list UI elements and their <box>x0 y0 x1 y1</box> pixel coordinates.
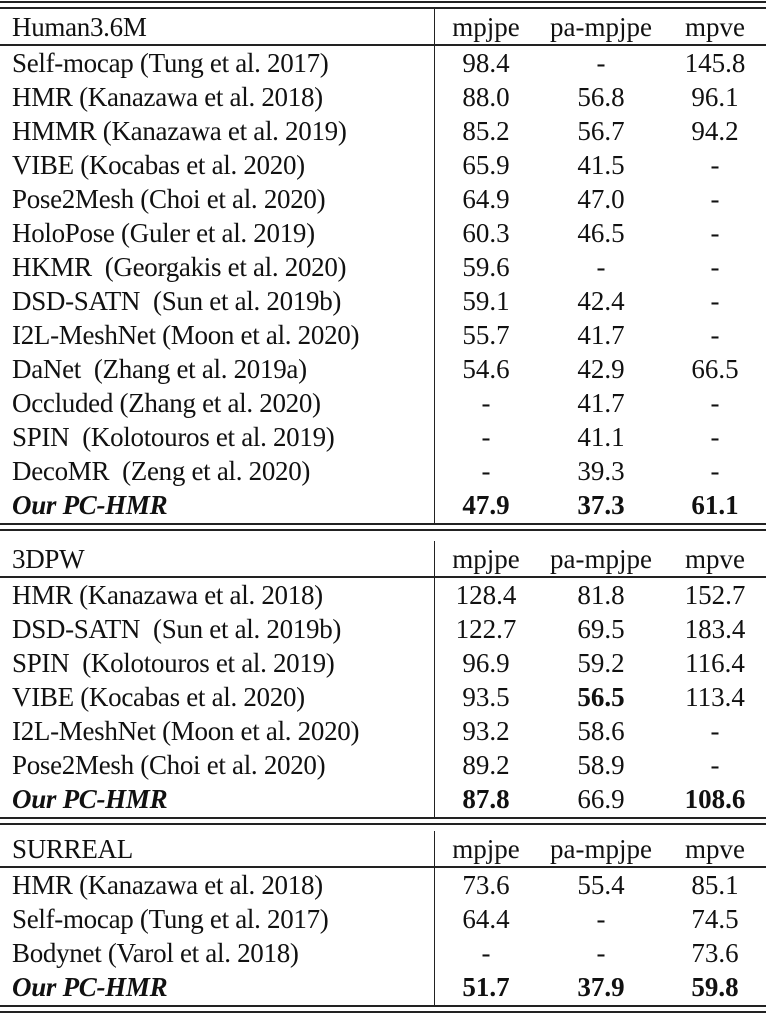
method-name: HMR (Kanazawa et al. 2018) <box>12 82 323 112</box>
column-separator <box>434 9 435 524</box>
section-header-row <box>0 10 766 44</box>
header-rule <box>0 576 766 578</box>
method-name: SPIN (Kolotouros et al. 2019) <box>12 422 335 452</box>
col-mpjpe-value: 128.4 <box>455 580 517 610</box>
col-mpve-value: 145.8 <box>684 48 746 78</box>
col-mpve-value: 116.4 <box>685 648 745 678</box>
section-rule <box>0 523 766 525</box>
table-row <box>0 748 766 782</box>
table-row <box>0 714 766 748</box>
method-name: Our PC-HMR <box>12 784 168 814</box>
col-pa-mpjpe-value: 58.6 <box>577 716 625 746</box>
section-rule <box>0 817 766 819</box>
col-mpve-value: 66.5 <box>691 354 739 384</box>
section-rule-inner <box>0 823 766 825</box>
table-row <box>0 612 766 646</box>
col-mpjpe-value: 122.7 <box>455 614 517 644</box>
method-name: VIBE (Kocabas et al. 2020) <box>12 682 305 712</box>
col-mpjpe-value: 64.4 <box>462 904 510 934</box>
col-mpve-value: - <box>710 286 720 316</box>
table-row <box>0 454 766 488</box>
col-mpve-value: 85.1 <box>691 870 739 900</box>
table-row <box>0 578 766 612</box>
col-mpve-value: 183.4 <box>684 614 746 644</box>
method-name: I2L-MeshNet (Moon et al. 2020) <box>12 320 360 350</box>
col-pa-mpjpe-value: 37.9 <box>577 972 625 1002</box>
table-row <box>0 868 766 902</box>
col-mpve-value: - <box>710 388 720 418</box>
col-mpjpe-value: 88.0 <box>462 82 510 112</box>
method-name: DSD-SATN (Sun et al. 2019b) <box>12 286 342 316</box>
col-mpjpe-value: 96.9 <box>462 648 510 678</box>
table-row-ours <box>0 782 766 816</box>
col-mpve-value: - <box>710 320 720 350</box>
table-row <box>0 352 766 386</box>
table-row <box>0 936 766 970</box>
col-pa-mpjpe-value: 47.0 <box>577 184 625 214</box>
col-pa-mpjpe-header: pa-mpjpe <box>550 12 652 42</box>
method-name: Our PC-HMR <box>12 972 168 1002</box>
table-row <box>0 216 766 250</box>
method-name: Bodynet (Varol et al. 2018) <box>12 938 299 968</box>
col-pa-mpjpe-header: pa-mpjpe <box>550 544 652 574</box>
col-pa-mpjpe-value: 66.9 <box>577 784 625 814</box>
bottom-rule-inner <box>0 1011 766 1013</box>
col-mpjpe-value: 65.9 <box>462 150 510 180</box>
col-mpve-header: mpve <box>685 12 745 42</box>
col-mpve-value: - <box>710 218 720 248</box>
col-mpjpe-value: 60.3 <box>462 218 510 248</box>
method-name: HMMR (Kanazawa et al. 2019) <box>12 116 347 146</box>
section-header-row <box>0 832 766 866</box>
col-pa-mpjpe-value: 58.9 <box>577 750 625 780</box>
col-mpve-value: 73.6 <box>691 938 739 968</box>
method-name: DSD-SATN (Sun et al. 2019b) <box>12 614 342 644</box>
column-separator <box>434 541 435 818</box>
col-mpve-value: 59.8 <box>691 972 739 1002</box>
table-row <box>0 80 766 114</box>
table-row <box>0 148 766 182</box>
table-row <box>0 250 766 284</box>
col-pa-mpjpe-value: 59.2 <box>577 648 625 678</box>
col-mpve-value: - <box>710 422 720 452</box>
col-pa-mpjpe-header: pa-mpjpe <box>550 834 652 864</box>
col-mpve-value: - <box>710 184 720 214</box>
table-row <box>0 182 766 216</box>
col-pa-mpjpe-value: 41.1 <box>577 422 625 452</box>
table-row <box>0 114 766 148</box>
top-rule <box>0 1 766 3</box>
method-name: HKMR (Georgakis et al. 2020) <box>12 252 347 282</box>
method-name: I2L-MeshNet (Moon et al. 2020) <box>12 716 360 746</box>
col-pa-mpjpe-value: 41.7 <box>577 320 625 350</box>
method-name: Our PC-HMR <box>12 490 168 520</box>
col-mpjpe-header: mpjpe <box>452 544 520 574</box>
col-mpve-value: 94.2 <box>691 116 739 146</box>
method-name: Self-mocap (Tung et al. 2017) <box>12 904 329 934</box>
col-mpve-value: 113.4 <box>685 682 745 712</box>
col-mpjpe-value: 47.9 <box>462 490 510 520</box>
col-pa-mpjpe-value: 39.3 <box>577 456 625 486</box>
col-mpjpe-value: 98.4 <box>462 48 510 78</box>
bottom-rule <box>0 1005 766 1007</box>
method-name: HMR (Kanazawa et al. 2018) <box>12 870 323 900</box>
col-mpve-value: - <box>710 750 720 780</box>
col-mpve-header: mpve <box>685 834 745 864</box>
col-mpjpe-value: 93.2 <box>462 716 510 746</box>
col-pa-mpjpe-value: - <box>596 904 606 934</box>
col-mpjpe-value: 85.2 <box>462 116 510 146</box>
dataset-name: 3DPW <box>12 544 85 574</box>
col-mpjpe-value: 59.6 <box>462 252 510 282</box>
col-mpve-value: 74.5 <box>691 904 739 934</box>
col-pa-mpjpe-value: 81.8 <box>577 580 625 610</box>
dataset-name: Human3.6M <box>12 12 147 42</box>
col-pa-mpjpe-value: 41.5 <box>577 150 625 180</box>
col-pa-mpjpe-value: 42.9 <box>577 354 625 384</box>
col-mpve-value: 152.7 <box>684 580 746 610</box>
col-mpjpe-value: 64.9 <box>462 184 510 214</box>
table-row <box>0 902 766 936</box>
col-mpjpe-value: 59.1 <box>462 286 510 316</box>
section-rule-inner <box>0 529 766 531</box>
col-pa-mpjpe-value: - <box>596 48 606 78</box>
col-pa-mpjpe-value: - <box>596 938 606 968</box>
col-mpjpe-value: 87.8 <box>462 784 510 814</box>
col-pa-mpjpe-value: 69.5 <box>577 614 625 644</box>
col-mpjpe-value: - <box>481 938 491 968</box>
col-pa-mpjpe-value: 55.4 <box>577 870 625 900</box>
col-mpve-value: - <box>710 252 720 282</box>
table-row <box>0 386 766 420</box>
method-name: HMR (Kanazawa et al. 2018) <box>12 580 323 610</box>
col-mpjpe-header: mpjpe <box>452 12 520 42</box>
col-mpve-value: 108.6 <box>684 784 746 814</box>
method-name: Pose2Mesh (Choi et al. 2020) <box>12 750 326 780</box>
col-mpjpe-value: 93.5 <box>462 682 510 712</box>
col-pa-mpjpe-value: 56.5 <box>577 682 625 712</box>
col-pa-mpjpe-value: 56.8 <box>577 82 625 112</box>
col-pa-mpjpe-value: 42.4 <box>577 286 625 316</box>
method-name: HoloPose (Guler et al. 2019) <box>12 218 315 248</box>
method-name: VIBE (Kocabas et al. 2020) <box>12 150 305 180</box>
method-name: Occluded (Zhang et al. 2020) <box>12 388 321 418</box>
method-name: DecoMR (Zeng et al. 2020) <box>12 456 311 486</box>
col-mpve-value: 96.1 <box>691 82 739 112</box>
col-mpjpe-value: 89.2 <box>462 750 510 780</box>
table-row <box>0 646 766 680</box>
col-mpjpe-value: - <box>481 422 491 452</box>
col-pa-mpjpe-value: 46.5 <box>577 218 625 248</box>
col-mpve-value: - <box>710 150 720 180</box>
col-mpjpe-value: 51.7 <box>462 972 510 1002</box>
col-pa-mpjpe-value: - <box>596 252 606 282</box>
header-rule <box>0 866 766 868</box>
col-mpve-value: - <box>710 456 720 486</box>
col-pa-mpjpe-value: 37.3 <box>577 490 625 520</box>
col-mpjpe-value: - <box>481 456 491 486</box>
method-name: SPIN (Kolotouros et al. 2019) <box>12 648 335 678</box>
col-mpjpe-value: 73.6 <box>462 870 510 900</box>
col-mpve-value: 61.1 <box>691 490 739 520</box>
table-row <box>0 318 766 352</box>
column-separator <box>434 831 435 1006</box>
col-mpjpe-header: mpjpe <box>452 834 520 864</box>
table-row-ours <box>0 488 766 522</box>
col-mpjpe-value: 55.7 <box>462 320 510 350</box>
header-rule <box>0 44 766 46</box>
col-pa-mpjpe-value: 41.7 <box>577 388 625 418</box>
section-header-row <box>0 542 766 576</box>
table-row <box>0 680 766 714</box>
method-name: DaNet (Zhang et al. 2019a) <box>12 354 307 384</box>
table-row <box>0 284 766 318</box>
col-pa-mpjpe-value: 56.7 <box>577 116 625 146</box>
table-row <box>0 420 766 454</box>
col-mpjpe-value: - <box>481 388 491 418</box>
table-row-ours <box>0 970 766 1004</box>
top-rule-inner <box>0 7 766 9</box>
col-mpjpe-value: 54.6 <box>462 354 510 384</box>
table-row <box>0 46 766 80</box>
method-name: Pose2Mesh (Choi et al. 2020) <box>12 184 326 214</box>
col-mpve-value: - <box>710 716 720 746</box>
dataset-name: SURREAL <box>12 834 133 864</box>
method-name: Self-mocap (Tung et al. 2017) <box>12 48 329 78</box>
col-mpve-header: mpve <box>685 544 745 574</box>
